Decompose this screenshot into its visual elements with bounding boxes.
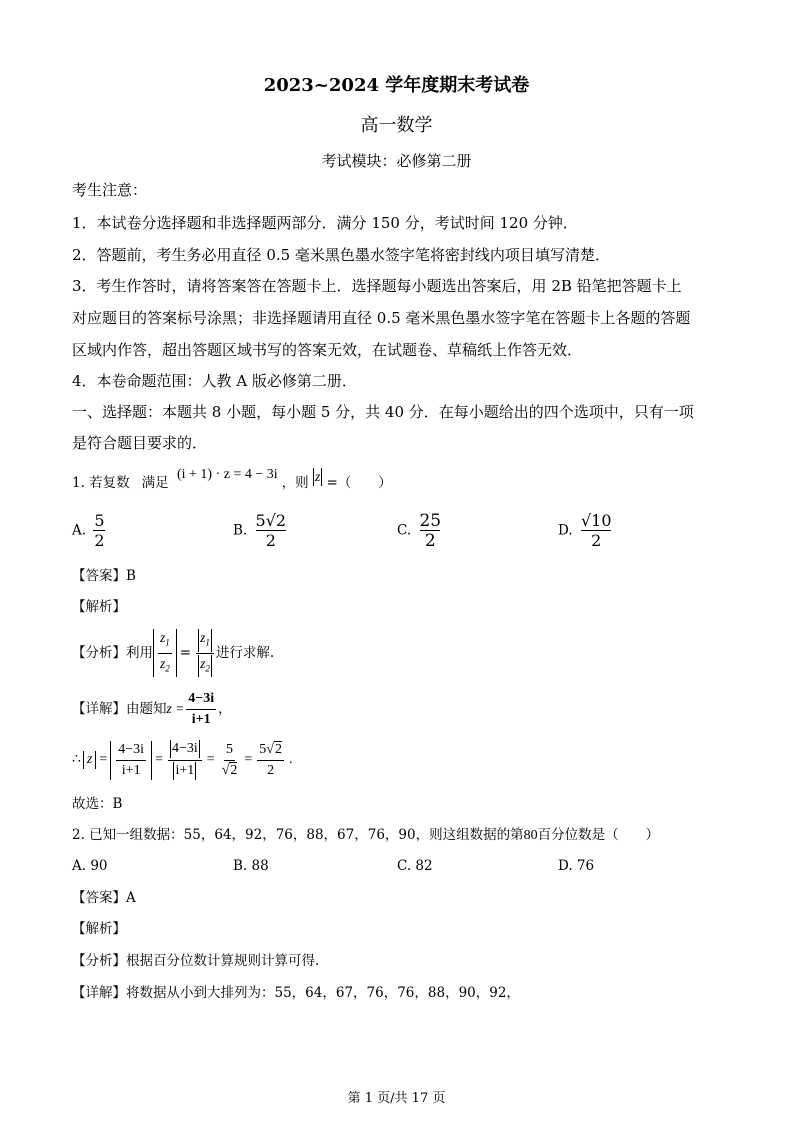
solution-line: 【详解】将数据从小到大排列为：55，64，67，76，76，88，90，92， bbox=[72, 985, 520, 1001]
notice-item: 对应题目的答案标号涂黑；非选择题请用直径 0.5 毫米黑色墨水签字笔在答题卡上各题的答题 bbox=[72, 309, 691, 327]
page-subtitle: 高一数学 bbox=[360, 115, 433, 136]
option-b: B. $\frac{5√2}{2}$ bbox=[233, 511, 287, 550]
analysis-heading: 【解析】 bbox=[72, 921, 126, 937]
option-d: D. $\frac{√10}{2}$ bbox=[558, 511, 612, 550]
analysis-heading: 【解析】 bbox=[72, 599, 126, 615]
notice-heading: 考生注意： bbox=[72, 181, 148, 199]
solution-derivation: ∴ z = $\frac{4-3i}{i+1}$ = $\frac{4-3i}{i+1}$ = $\frac{5}{√2}$ = $\frac{5√2}{2}$ . bbox=[72, 741, 293, 778]
abs-z: z bbox=[314, 468, 321, 484]
formula-abs-quotient: $\frac{z_1}{z_2}$ bbox=[153, 629, 177, 677]
section-heading: 是符合题目要求的． bbox=[72, 434, 208, 452]
solution-line: 【详解】由题知 z = $\frac{4-3i}{i+1}$ ， bbox=[72, 690, 232, 727]
equation: (i + 1) · z = 4 − 3i bbox=[176, 467, 278, 482]
question-2-stem: 2. 已知一组数据：55，64，92，76，88，67，76，90，则这组数据的第80百分位数是（ ） bbox=[72, 827, 660, 843]
exam-module: 考试模块：必修第二册 bbox=[321, 152, 472, 170]
selection: 故选：B bbox=[72, 796, 123, 812]
notice-item: 区域内作答，超出答题区域书写的答案无效，在试题卷、草稿纸上作答无效． bbox=[72, 341, 583, 359]
notice-item: 1．本试卷分选择题和非选择题两部分．满分 150 分，考试时间 120 分钟． bbox=[72, 214, 578, 232]
analysis-line: 【分析】根据百分位数计算规则计算可得. bbox=[72, 953, 320, 969]
notice-item: 2．答题前，考生务必用直径 0.5 毫米黑色墨水签字笔将密封线内项目填写清楚． bbox=[72, 246, 610, 264]
option-c: C. $\frac{25}{2}$ bbox=[397, 511, 442, 551]
page-title: 2023~2024 学年度期末考试卷 bbox=[263, 75, 530, 96]
option-b: B. 88 bbox=[233, 858, 269, 874]
notice-item: 3．考生作答时，请将答案答在答题卡上．选择题每小题选出答案后，用 2B 铅笔把答题卡上 bbox=[72, 277, 682, 295]
option-a: A. 90 bbox=[72, 858, 108, 874]
option-c: C. 82 bbox=[397, 858, 433, 874]
notice-item: 4．本卷命题范围：人教 A 版必修第二册． bbox=[72, 372, 357, 390]
analysis-line: 【分析】利用 $\frac{z_1}{z_2}$ = $\frac{z_1}{z_2}$ 进行求解. bbox=[72, 631, 274, 675]
answer: 【答案】A bbox=[72, 890, 136, 906]
option-a: A. $\frac{5}{2}$ bbox=[72, 511, 105, 550]
page-footer: 第 1 页/共 17 页 bbox=[347, 1091, 446, 1106]
question-1-stem: 1. 若复数 满足 (i + 1) · z = 4 − 3i，则 z =（ ） bbox=[72, 467, 392, 491]
answer: 【答案】B bbox=[72, 568, 136, 584]
option-d: D. 76 bbox=[558, 858, 595, 874]
section-heading: 一、选择题：本题共 8 小题，每小题 5 分，共 40 分．在每小题给出的四个选项中，只有一项 bbox=[72, 403, 694, 421]
